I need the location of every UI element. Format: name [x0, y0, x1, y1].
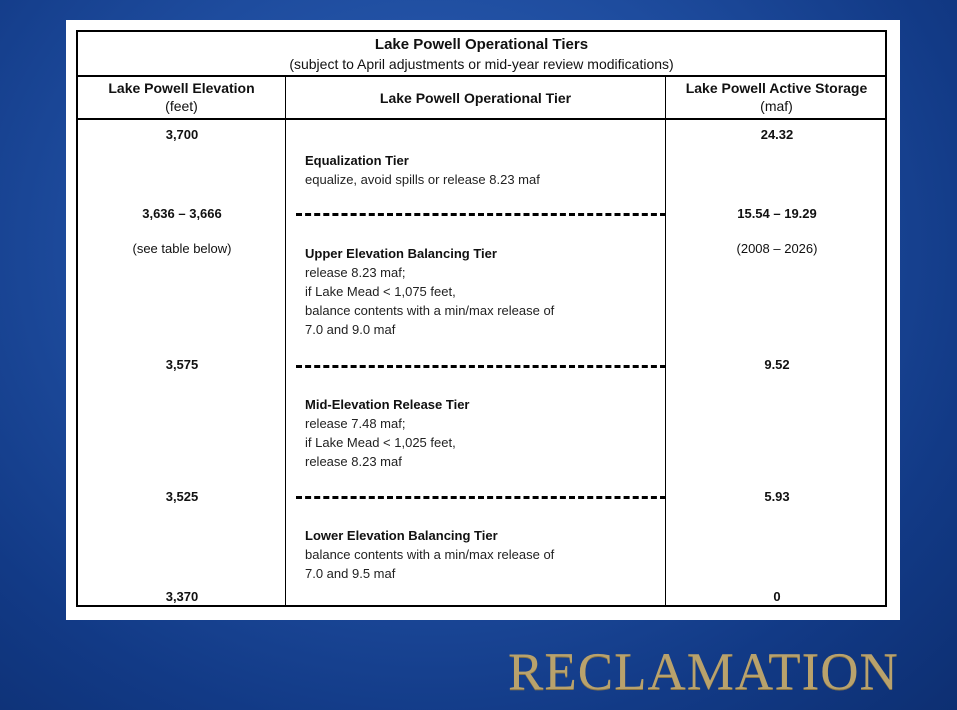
- storage-value: 0: [773, 589, 781, 604]
- table-title: Lake Powell Operational Tiers: [374, 36, 589, 53]
- tier-line: balance contents with a min/max release of: [305, 547, 555, 562]
- elevation-value: 3,575: [165, 357, 199, 372]
- tier-mid-elevation-release: [305, 395, 645, 471]
- title-divider: [78, 75, 885, 77]
- header-tier: Lake Powell Operational Tier: [379, 90, 572, 106]
- header-divider: [78, 118, 885, 120]
- tier-lower-elevation-balancing: [305, 526, 645, 583]
- tier-boundary-dashed: [296, 365, 666, 368]
- storage-value: 15.54 – 19.29: [737, 206, 817, 221]
- tier-name: Mid-Elevation Release Tier: [305, 397, 470, 412]
- tier-line: release 7.48 maf;: [305, 416, 406, 431]
- tier-name: Equalization Tier: [305, 153, 409, 168]
- tier-line: release 8.23 maf: [305, 454, 402, 469]
- tier-boundary-dashed: [296, 213, 666, 216]
- slide-card: [66, 20, 900, 620]
- tier-line: balance contents with a min/max release of: [305, 303, 555, 318]
- tier-equalization: [305, 151, 645, 189]
- tier-name: Upper Elevation Balancing Tier: [305, 246, 497, 261]
- tier-upper-elevation-balancing: [305, 244, 645, 339]
- elevation-value: 3,370: [165, 589, 199, 604]
- storage-value: 5.93: [764, 489, 790, 504]
- tier-line: if Lake Mead < 1,075 feet,: [305, 284, 456, 299]
- elevation-value: 3,700: [165, 127, 199, 142]
- tier-line: release 8.23 maf;: [305, 265, 406, 280]
- elevation-note: (see table below): [132, 241, 232, 256]
- table-subtitle: (subject to April adjustments or mid-year review modifications): [289, 56, 674, 72]
- tier-line: equalize, avoid spills or release 8.23 maf: [305, 172, 540, 187]
- tier-line: 7.0 and 9.0 maf: [305, 322, 396, 337]
- storage-note: (2008 – 2026): [736, 241, 818, 256]
- tier-boundary-dashed: [296, 496, 666, 499]
- elevation-value: 3,525: [165, 489, 199, 504]
- reclamation-logo: RECLAMATION: [508, 643, 899, 701]
- storage-value: 9.52: [764, 357, 790, 372]
- header-elevation: Lake Powell Elevation (feet): [108, 80, 255, 114]
- tier-line: 7.0 and 9.5 maf: [305, 566, 396, 581]
- column-divider-right: [665, 77, 666, 605]
- operational-tiers-table: [76, 30, 887, 607]
- tier-name: Lower Elevation Balancing Tier: [305, 528, 498, 543]
- tier-line: if Lake Mead < 1,025 feet,: [305, 435, 456, 450]
- column-divider-left: [285, 77, 286, 605]
- header-storage: Lake Powell Active Storage (maf): [685, 80, 868, 114]
- elevation-value: 3,636 – 3,666: [142, 206, 222, 221]
- storage-value: 24.32: [760, 127, 794, 142]
